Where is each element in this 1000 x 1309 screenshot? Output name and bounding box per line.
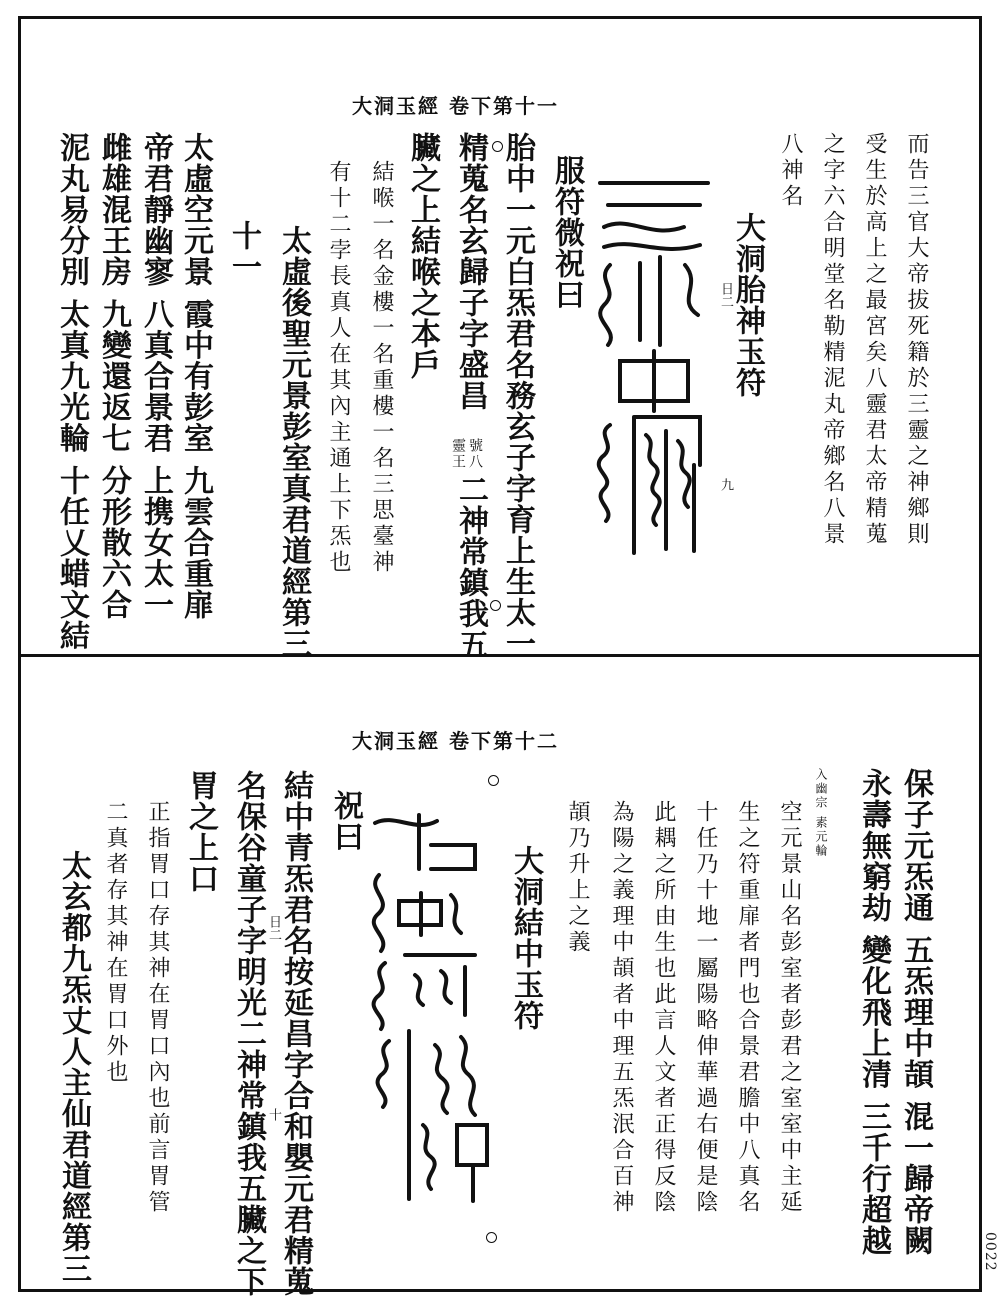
top-column-16: 雌雄混王房 九變還返七 分形散六合	[96, 132, 131, 620]
bottom-column-2: 永壽無窮劫 變化飛上清 三千行超越	[856, 768, 891, 1256]
bottom-column-15: 二真者存其神在胃口外也	[103, 800, 128, 1086]
bottom-column-1: 保子元炁通 五炁理中頡 混一歸帝闕	[898, 768, 933, 1256]
top-column-10: 結喉一名金樓一名重樓一名三思臺神	[369, 160, 394, 576]
top-column-12: 太虛後聖元景彭室真君道經第三	[276, 225, 311, 659]
bottom-talisman-mark-1: 日二	[266, 915, 281, 941]
bottom-column-6: 此耦之所由生也此言人文者正得反陰	[651, 800, 676, 1216]
bottom-column-3: 空元景山名彭室者彭君之室室中主延	[777, 800, 802, 1216]
top-note-2: 靈王	[450, 438, 466, 470]
top-marker-circle-2	[490, 600, 501, 611]
top-column-8b: 二神常鎮我五	[453, 474, 488, 660]
bottom-column-7: 為陽之義理中頡者中理五炁泯合百神	[609, 800, 634, 1216]
top-talisman-glyph	[590, 165, 718, 557]
bottom-column-12: 名保谷童子字明光二神常鎮我五臟之下	[231, 770, 266, 1297]
bottom-column-14: 正指胃口存其神在胃口內也前言胃管	[145, 800, 170, 1216]
bottom-column-5: 十任乃十地一屬陽略伸華過右便是陰	[693, 800, 718, 1216]
top-column-9: 臟之上結喉之本戶	[405, 132, 440, 380]
bottom-talisman-mark-2: 十	[266, 1108, 281, 1121]
bottom-talisman-glyph	[365, 805, 495, 1205]
bottom-column-11: 結中青炁君名按延昌字合和嬰元君精蒐	[278, 770, 313, 1297]
top-column-4: 八神名	[778, 132, 803, 210]
top-column-14: 太虛空元景 霞中有彭室 九雲合重扉	[178, 132, 213, 620]
bottom-column-10: 祝曰	[328, 790, 363, 852]
bottom-page-header: 大洞玉經 卷下第十二	[352, 729, 559, 753]
page-number: 0022	[982, 1232, 998, 1272]
bottom-marker-circle-1	[488, 775, 499, 786]
top-column-7: 胎中一元白炁君名務玄子字育上生太一	[500, 132, 535, 659]
top-page-header: 大洞玉經 卷下第十一	[352, 94, 559, 118]
top-column-6: 服符微祝曰	[549, 155, 584, 310]
top-talisman-mark-1: 日二	[718, 282, 733, 308]
top-talisman-mark-2: 九	[718, 478, 733, 491]
bottom-marker-circle-2	[486, 1232, 497, 1243]
top-column-17: 泥丸易分別 太真九光輪 十任乂蜡文結	[54, 132, 89, 651]
bottom-column-8: 頡乃升上之義	[565, 800, 590, 956]
top-column-11: 有十二孛長真人在其內主通上下炁也	[326, 160, 351, 576]
bottom-side-note: 入幽宗 素元輪	[814, 768, 828, 858]
top-column-5: 大洞胎神玉符	[730, 212, 765, 398]
top-column-3: 之字六合明堂名勒精泥丸帝鄉名八景	[820, 132, 845, 548]
bottom-column-16: 太玄都九炁丈人主仙君道經第三	[56, 850, 91, 1284]
top-note-1: 號八	[467, 438, 483, 470]
top-column-15: 帝君靜幽寥 八真合景君 上携女太一	[138, 132, 173, 620]
bottom-column-9: 大洞結中玉符	[508, 845, 543, 1031]
top-column-13: 十一	[226, 220, 261, 282]
bottom-column-13: 胃之上口	[183, 770, 218, 894]
top-column-8: 精蒐名玄歸子字盛昌	[453, 132, 488, 411]
top-column-1: 而告三官大帝拔死籍於三靈之神鄉則	[904, 132, 929, 548]
bottom-column-4: 生之符重扉者門也合景君膽中八真名	[735, 800, 760, 1216]
top-column-2: 受生於高上之最宮矣八靈君太帝精蒐	[862, 132, 887, 548]
